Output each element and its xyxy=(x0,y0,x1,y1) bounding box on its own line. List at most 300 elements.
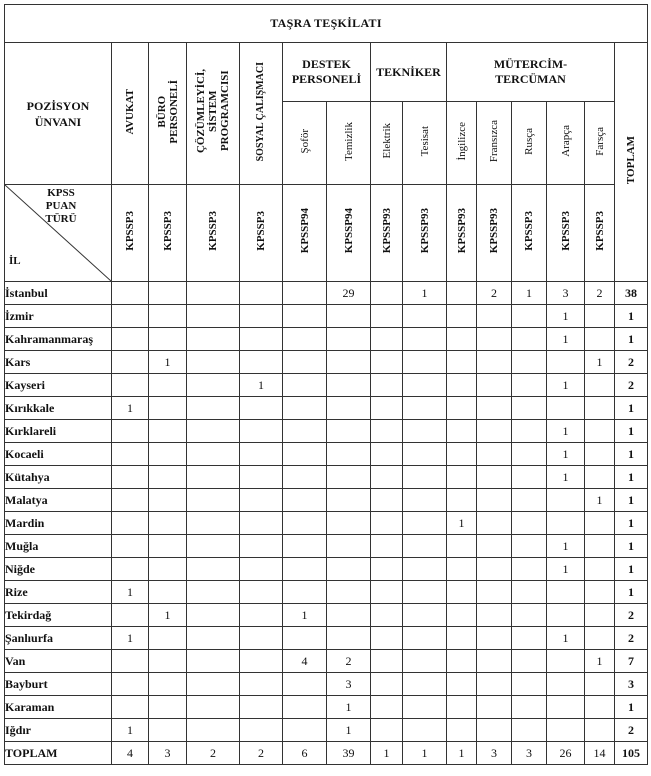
position-count-cell xyxy=(512,328,547,351)
row-total-cell: 38 xyxy=(615,282,648,305)
position-count-cell xyxy=(403,627,447,650)
kpss-code-text: KPSSP3 xyxy=(559,211,572,251)
kpss-code-cell xyxy=(371,185,403,282)
kpss-code-cell xyxy=(149,185,187,282)
subheader-arapca-text: Arapça xyxy=(559,125,572,157)
position-count-cell: 3 xyxy=(512,742,547,765)
position-count-cell xyxy=(283,535,327,558)
position-count-cell xyxy=(403,604,447,627)
position-count-cell xyxy=(447,535,477,558)
position-count-cell xyxy=(283,351,327,374)
province-row xyxy=(5,512,648,535)
position-count-cell xyxy=(477,443,512,466)
kpss-code-text: KPSSP93 xyxy=(488,208,500,254)
group-header-row xyxy=(5,43,648,102)
position-count-cell xyxy=(585,328,615,351)
position-count-cell xyxy=(283,512,327,535)
position-count-cell xyxy=(112,374,149,397)
kpss-code-cell xyxy=(585,185,615,282)
kpss-code-cell xyxy=(477,185,512,282)
province-row xyxy=(5,535,648,558)
row-total-cell: 1 xyxy=(615,489,648,512)
position-count-cell xyxy=(477,673,512,696)
row-total-cell: 2 xyxy=(615,627,648,650)
position-count-cell xyxy=(512,489,547,512)
position-count-cell xyxy=(403,696,447,719)
header-mutercim-tercuman xyxy=(447,43,615,102)
position-count-cell xyxy=(240,466,283,489)
position-count-cell xyxy=(112,558,149,581)
position-count-cell xyxy=(403,489,447,512)
position-count-cell: 1 xyxy=(512,282,547,305)
position-count-cell xyxy=(187,328,240,351)
position-count-cell: 1 xyxy=(547,305,585,328)
position-count-cell xyxy=(240,673,283,696)
header-destek-line1: DESTEK xyxy=(302,57,351,71)
position-count-cell xyxy=(371,535,403,558)
position-count-cell xyxy=(327,581,371,604)
position-count-cell: 1 xyxy=(547,443,585,466)
corner-label-line3: TÜRÜ xyxy=(45,213,77,225)
position-count-cell xyxy=(240,489,283,512)
position-count-cell xyxy=(283,328,327,351)
row-total-cell: 2 xyxy=(615,719,648,742)
position-count-cell xyxy=(283,443,327,466)
position-count-cell xyxy=(547,489,585,512)
position-count-cell: 1 xyxy=(327,719,371,742)
kpss-code-text: KPSSP94 xyxy=(298,208,311,254)
position-count-cell xyxy=(585,535,615,558)
position-count-cell xyxy=(403,351,447,374)
position-count-cell: 1 xyxy=(112,397,149,420)
province-name: Şanlıurfa xyxy=(5,627,112,650)
kpss-code-text: KPSSP3 xyxy=(161,211,174,251)
position-count-cell xyxy=(240,397,283,420)
position-count-cell xyxy=(187,397,240,420)
position-count-cell xyxy=(547,512,585,535)
position-count-cell xyxy=(371,466,403,489)
kpss-code-text: KPSSP3 xyxy=(593,211,606,251)
position-count-cell xyxy=(149,627,187,650)
position-count-cell xyxy=(112,420,149,443)
position-count-cell: 3 xyxy=(477,742,512,765)
row-total-cell: 3 xyxy=(615,673,648,696)
position-count-cell xyxy=(371,650,403,673)
kpss-code-text: KPSSP3 xyxy=(207,211,219,251)
header-mutercim-line1: MÜTERCİM- xyxy=(493,57,568,71)
position-count-cell xyxy=(447,466,477,489)
position-count-cell xyxy=(327,351,371,374)
province-name: Karaman xyxy=(5,696,112,719)
position-count-cell xyxy=(240,420,283,443)
position-count-cell xyxy=(187,374,240,397)
position-count-cell xyxy=(240,305,283,328)
province-name: Iğdır xyxy=(5,719,112,742)
position-count-cell xyxy=(240,558,283,581)
subheader-ingilizce-text: İngilizce xyxy=(455,121,468,161)
position-count-cell xyxy=(371,328,403,351)
position-count-cell xyxy=(283,397,327,420)
kpss-code-cell xyxy=(447,185,477,282)
position-count-cell: 3 xyxy=(149,742,187,765)
position-count-cell xyxy=(547,673,585,696)
position-count-cell xyxy=(447,489,477,512)
position-count-cell: 1 xyxy=(327,696,371,719)
position-count-cell xyxy=(240,650,283,673)
position-count-cell xyxy=(477,466,512,489)
province-row xyxy=(5,696,648,719)
position-count-cell xyxy=(477,604,512,627)
position-count-cell: 3 xyxy=(327,673,371,696)
position-count-cell: 29 xyxy=(327,282,371,305)
position-count-cell xyxy=(371,696,403,719)
position-count-cell: 1 xyxy=(149,604,187,627)
position-count-cell xyxy=(371,558,403,581)
position-count-cell xyxy=(187,420,240,443)
position-count-cell xyxy=(477,489,512,512)
position-count-cell xyxy=(371,604,403,627)
header-mutercim-line2: TERCÜMAN xyxy=(495,72,566,86)
province-name: Mardin xyxy=(5,512,112,535)
position-count-cell: 1 xyxy=(447,742,477,765)
position-count-cell xyxy=(112,673,149,696)
header-buro-line2: PERSONELİ xyxy=(167,79,180,144)
position-count-cell xyxy=(327,535,371,558)
position-count-cell: 1 xyxy=(112,719,149,742)
province-row xyxy=(5,282,648,305)
position-count-cell xyxy=(240,512,283,535)
position-count-cell xyxy=(187,627,240,650)
position-count-cell xyxy=(112,466,149,489)
position-count-cell xyxy=(547,397,585,420)
kpss-code-text: KPSSP93 xyxy=(380,208,393,254)
position-count-cell: 1 xyxy=(403,282,447,305)
position-count-cell xyxy=(477,535,512,558)
row-total-cell: 1 xyxy=(615,328,648,351)
province-name: İzmir xyxy=(5,305,112,328)
row-total-cell: 1 xyxy=(615,535,648,558)
position-label-line2: ÜNVANI xyxy=(34,114,82,129)
province-name: İstanbul xyxy=(5,282,112,305)
position-count-cell xyxy=(149,650,187,673)
position-count-cell xyxy=(585,512,615,535)
position-count-cell xyxy=(477,650,512,673)
province-row xyxy=(5,466,648,489)
province-row xyxy=(5,328,648,351)
position-count-cell xyxy=(447,604,477,627)
position-count-cell xyxy=(149,282,187,305)
position-count-cell xyxy=(585,397,615,420)
position-count-cell xyxy=(447,443,477,466)
province-name: Kocaeli xyxy=(5,443,112,466)
position-count-cell xyxy=(547,650,585,673)
corner-label-line2: PUAN xyxy=(45,200,77,212)
province-row xyxy=(5,673,648,696)
kpss-corner-cell xyxy=(5,185,112,282)
position-count-cell xyxy=(512,719,547,742)
province-row xyxy=(5,420,648,443)
position-count-cell xyxy=(283,466,327,489)
row-total-cell: 1 xyxy=(615,512,648,535)
position-count-cell xyxy=(149,535,187,558)
row-total-cell: 1 xyxy=(615,397,648,420)
subheader-elektrik-text: Elektrik xyxy=(380,123,393,159)
title-row xyxy=(5,5,648,43)
position-count-cell xyxy=(512,604,547,627)
province-name: Kırıkkale xyxy=(5,397,112,420)
position-count-cell xyxy=(149,374,187,397)
kpss-code-text: KPSSP3 xyxy=(124,211,136,251)
position-count-cell xyxy=(149,489,187,512)
header-avukat xyxy=(112,43,149,185)
subheader-farsca-text: Farsça xyxy=(593,126,606,156)
header-cozumleyici-line2: SİSTEM xyxy=(207,90,219,133)
province-row xyxy=(5,650,648,673)
subheader-rusca-text: Rusça xyxy=(523,127,535,155)
position-count-cell xyxy=(403,535,447,558)
position-count-cell xyxy=(187,650,240,673)
position-count-cell: 1 xyxy=(547,420,585,443)
position-count-cell xyxy=(477,420,512,443)
position-count-cell xyxy=(585,604,615,627)
row-total-cell: 1 xyxy=(615,305,648,328)
position-count-cell xyxy=(112,282,149,305)
position-count-cell xyxy=(327,489,371,512)
position-count-cell xyxy=(512,581,547,604)
position-count-cell xyxy=(149,696,187,719)
position-count-cell xyxy=(240,282,283,305)
position-count-cell xyxy=(112,305,149,328)
subheader-temizlik xyxy=(327,102,371,185)
province-row xyxy=(5,305,648,328)
position-count-cell xyxy=(403,328,447,351)
position-count-cell xyxy=(477,351,512,374)
position-count-cell xyxy=(547,581,585,604)
position-count-cell xyxy=(371,627,403,650)
header-toplam xyxy=(615,43,648,282)
position-count-cell xyxy=(187,581,240,604)
position-count-cell xyxy=(477,558,512,581)
position-count-cell xyxy=(512,535,547,558)
kpss-code-cell xyxy=(327,185,371,282)
position-count-cell xyxy=(187,443,240,466)
position-count-cell xyxy=(585,443,615,466)
position-count-cell: 1 xyxy=(547,535,585,558)
total-row xyxy=(5,742,648,765)
position-count-cell xyxy=(585,627,615,650)
position-count-cell xyxy=(149,466,187,489)
position-count-cell xyxy=(371,397,403,420)
kpss-code-cell xyxy=(240,185,283,282)
position-count-cell xyxy=(327,305,371,328)
position-count-cell xyxy=(447,673,477,696)
position-count-cell: 2 xyxy=(585,282,615,305)
position-count-cell xyxy=(512,650,547,673)
position-count-cell: 3 xyxy=(547,282,585,305)
position-count-cell xyxy=(403,466,447,489)
position-count-cell xyxy=(112,443,149,466)
position-count-cell: 4 xyxy=(283,650,327,673)
position-count-cell xyxy=(283,627,327,650)
position-count-cell xyxy=(283,489,327,512)
position-count-cell xyxy=(112,351,149,374)
header-toplam-text: TOPLAM xyxy=(625,135,638,185)
position-count-cell xyxy=(403,558,447,581)
table-title: TAŞRA TEŞKİLATI xyxy=(5,5,648,43)
position-count-cell xyxy=(112,512,149,535)
position-count-cell xyxy=(477,627,512,650)
position-count-cell xyxy=(283,374,327,397)
position-count-cell: 1 xyxy=(585,650,615,673)
position-count-cell: 2 xyxy=(240,742,283,765)
province-name: Kahramanmaraş xyxy=(5,328,112,351)
position-count-cell xyxy=(371,351,403,374)
position-count-cell xyxy=(447,627,477,650)
position-count-cell xyxy=(403,420,447,443)
position-count-cell: 1 xyxy=(403,742,447,765)
position-count-cell xyxy=(403,719,447,742)
position-count-cell xyxy=(512,558,547,581)
position-count-cell xyxy=(149,420,187,443)
position-count-cell xyxy=(585,581,615,604)
position-count-cell xyxy=(512,397,547,420)
position-count-cell: 2 xyxy=(477,282,512,305)
position-count-cell xyxy=(327,443,371,466)
header-cozumleyici-line1: ÇÖZÜMLEYİCİ, xyxy=(195,69,207,154)
kpss-code-cell xyxy=(187,185,240,282)
position-count-cell xyxy=(403,305,447,328)
position-count-cell xyxy=(585,374,615,397)
position-count-cell xyxy=(447,650,477,673)
kpss-code-row xyxy=(5,185,648,282)
position-count-cell xyxy=(477,305,512,328)
position-count-cell xyxy=(112,535,149,558)
province-row xyxy=(5,627,648,650)
position-count-cell xyxy=(187,351,240,374)
position-count-cell xyxy=(240,535,283,558)
position-count-cell xyxy=(585,420,615,443)
position-count-cell: 1 xyxy=(149,351,187,374)
position-count-cell xyxy=(585,696,615,719)
position-count-cell: 1 xyxy=(283,604,327,627)
staff-distribution-table xyxy=(4,4,648,765)
position-count-cell xyxy=(283,581,327,604)
position-count-cell xyxy=(187,282,240,305)
position-count-cell xyxy=(187,512,240,535)
province-name: Niğde xyxy=(5,558,112,581)
position-count-cell xyxy=(283,282,327,305)
position-count-cell xyxy=(447,351,477,374)
position-count-cell xyxy=(283,558,327,581)
position-count-cell: 1 xyxy=(547,466,585,489)
position-count-cell xyxy=(512,351,547,374)
position-count-cell xyxy=(149,512,187,535)
position-count-cell xyxy=(512,512,547,535)
position-count-cell xyxy=(149,305,187,328)
subheader-sofor xyxy=(283,102,327,185)
corner-label-line1: KPSS xyxy=(47,187,75,199)
position-count-cell xyxy=(327,420,371,443)
position-count-cell xyxy=(240,604,283,627)
position-count-cell xyxy=(187,535,240,558)
position-count-cell xyxy=(371,673,403,696)
position-count-cell xyxy=(283,696,327,719)
position-count-cell: 14 xyxy=(585,742,615,765)
position-count-cell: 2 xyxy=(327,650,371,673)
position-count-cell xyxy=(447,282,477,305)
header-sosyal-text: SOSYAL ÇALIŞMACI xyxy=(255,61,266,162)
row-total-cell: 7 xyxy=(615,650,648,673)
kpss-puan-turu-label xyxy=(29,187,93,226)
province-name: Kars xyxy=(5,351,112,374)
position-count-cell xyxy=(477,397,512,420)
position-count-cell xyxy=(512,305,547,328)
kpss-code-cell xyxy=(112,185,149,282)
header-destek-line2: PERSONELİ xyxy=(291,72,362,86)
position-count-cell xyxy=(512,466,547,489)
kpss-code-cell xyxy=(403,185,447,282)
position-count-cell xyxy=(187,604,240,627)
position-count-cell xyxy=(477,719,512,742)
subheader-arapca xyxy=(547,102,585,185)
position-count-cell xyxy=(477,374,512,397)
header-tekniker: TEKNİKER xyxy=(371,43,447,102)
position-count-cell xyxy=(283,673,327,696)
subheader-sofor-text: Şoför xyxy=(298,128,311,154)
position-count-cell xyxy=(112,650,149,673)
province-name: Tekirdağ xyxy=(5,604,112,627)
subheader-fransizca xyxy=(477,102,512,185)
position-count-cell xyxy=(187,673,240,696)
position-count-cell xyxy=(187,558,240,581)
position-count-cell xyxy=(477,581,512,604)
position-count-cell xyxy=(547,719,585,742)
position-count-cell xyxy=(149,719,187,742)
kpss-code-cell xyxy=(283,185,327,282)
position-count-cell xyxy=(477,328,512,351)
position-count-cell: 4 xyxy=(112,742,149,765)
position-count-cell xyxy=(327,558,371,581)
position-count-cell xyxy=(512,696,547,719)
position-count-cell xyxy=(512,443,547,466)
province-name: Bayburt xyxy=(5,673,112,696)
kpss-code-text: KPSSP93 xyxy=(455,208,468,254)
row-total-cell: 2 xyxy=(615,604,648,627)
row-total-cell: 2 xyxy=(615,351,648,374)
row-total-cell: 1 xyxy=(615,581,648,604)
position-count-cell xyxy=(585,305,615,328)
province-row xyxy=(5,374,648,397)
province-name: Kayseri xyxy=(5,374,112,397)
position-count-cell: 1 xyxy=(371,742,403,765)
position-count-cell xyxy=(585,466,615,489)
position-count-cell xyxy=(447,719,477,742)
position-count-cell xyxy=(327,374,371,397)
position-count-cell xyxy=(403,581,447,604)
position-count-cell xyxy=(187,696,240,719)
position-count-cell xyxy=(371,581,403,604)
province-name: Kütahya xyxy=(5,466,112,489)
position-count-cell xyxy=(112,604,149,627)
position-count-cell xyxy=(512,420,547,443)
position-count-cell xyxy=(512,374,547,397)
position-count-cell xyxy=(403,397,447,420)
position-count-cell xyxy=(149,443,187,466)
position-count-cell xyxy=(371,443,403,466)
row-total-cell: 1 xyxy=(615,420,648,443)
position-count-cell: 1 xyxy=(112,627,149,650)
il-label: İL xyxy=(9,255,21,267)
